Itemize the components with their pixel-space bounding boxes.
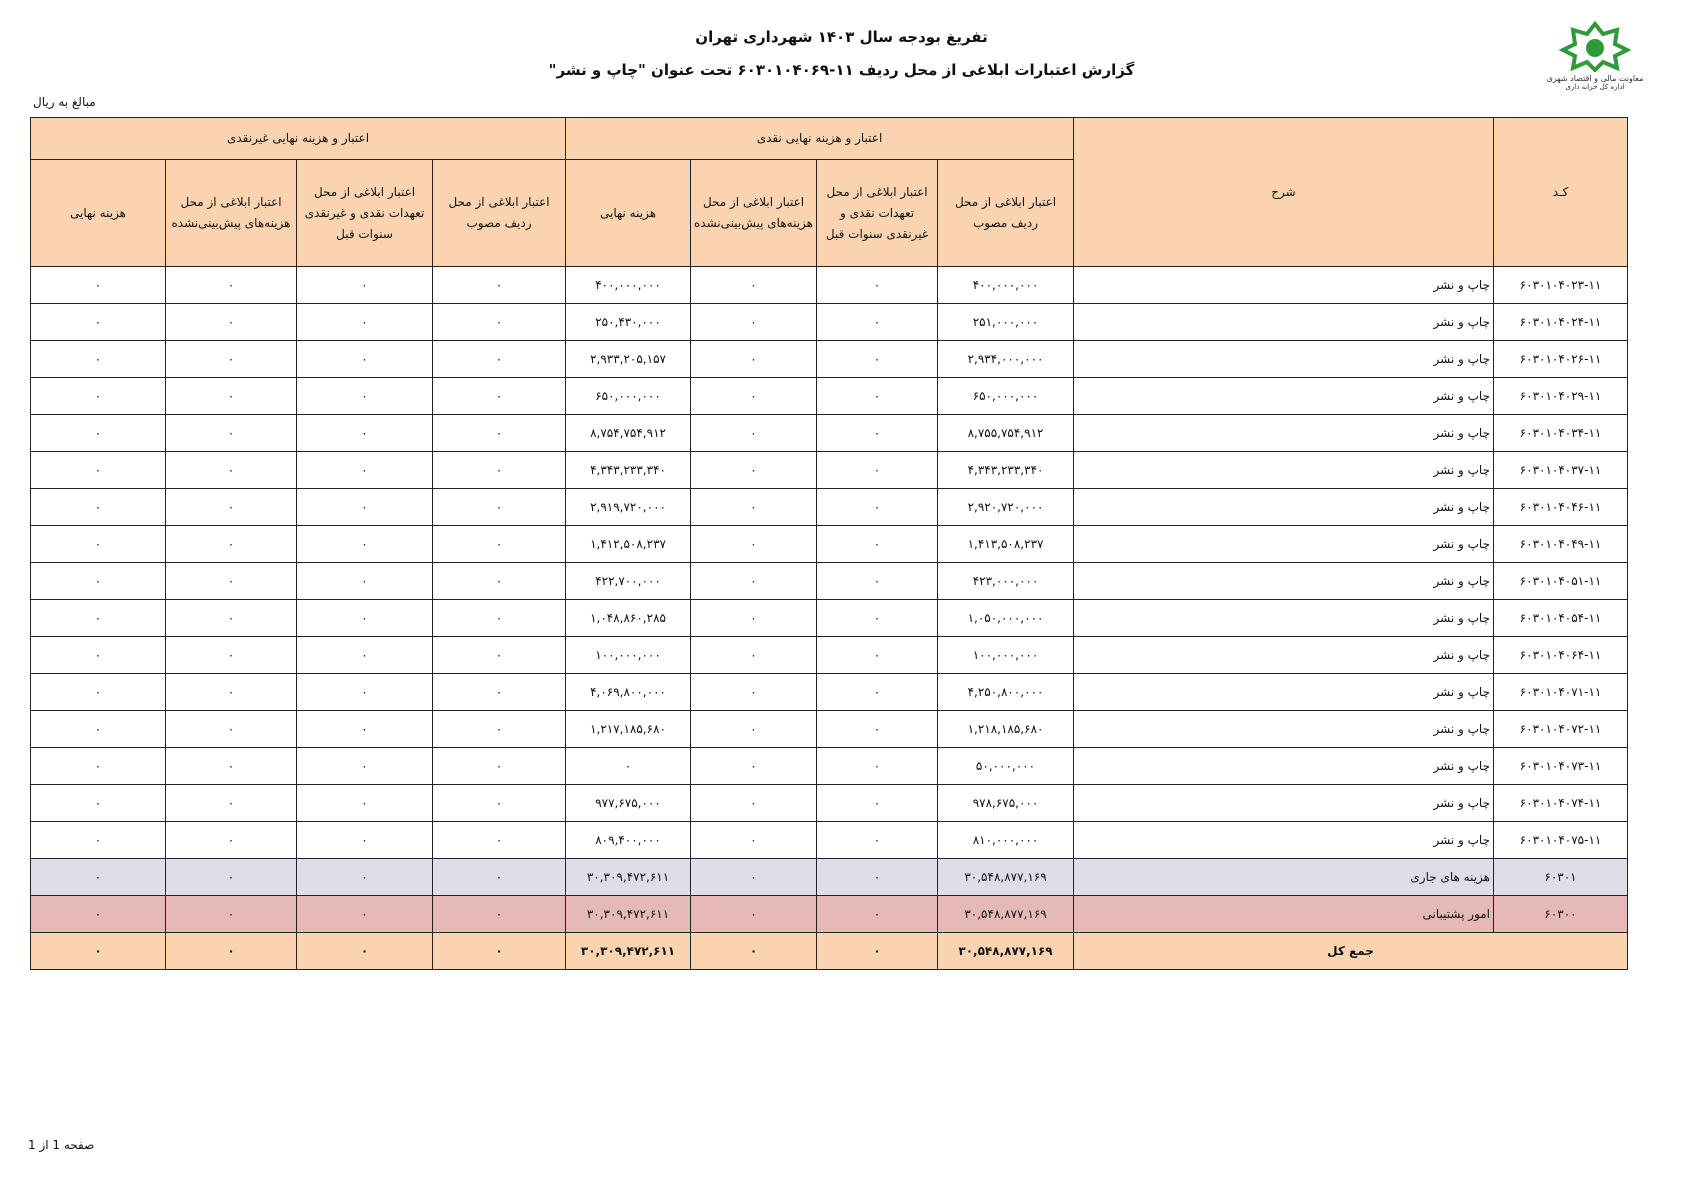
row-value: ۰ [691, 267, 817, 304]
row-value: ۰ [817, 600, 938, 637]
row-value: ۴,۲۵۰,۸۰۰,۰۰۰ [938, 674, 1074, 711]
row-value: ۹۷۸,۶۷۵,۰۰۰ [938, 785, 1074, 822]
row-value: ۸۰۹,۴۰۰,۰۰۰ [566, 822, 691, 859]
row-value: ۰ [817, 526, 938, 563]
row-value: ۲,۹۱۹,۷۲۰,۰۰۰ [566, 489, 691, 526]
row-description: چاپ و نشر [1074, 341, 1494, 378]
table-row [31, 674, 1628, 711]
row-value: ۰ [297, 637, 433, 674]
row-value: ۸,۷۵۵,۷۵۴,۹۱۲ [938, 415, 1074, 452]
row-value: ۰ [433, 452, 566, 489]
col-header-code: کـد [1494, 118, 1628, 267]
row-value: ۰ [433, 896, 566, 933]
subtotal-row [31, 859, 1628, 896]
row-description: چاپ و نشر [1074, 822, 1494, 859]
table-row [31, 341, 1628, 378]
row-value: ۳۰,۳۰۹,۴۷۲,۶۱۱ [566, 933, 691, 970]
row-description: چاپ و نشر [1074, 415, 1494, 452]
row-value: ۴۰۰,۰۰۰,۰۰۰ [566, 267, 691, 304]
row-value: ۱,۰۴۸,۸۶۰,۲۸۵ [566, 600, 691, 637]
row-value: ۰ [166, 452, 297, 489]
row-value: ۰ [31, 563, 166, 600]
row-value: ۱۰۰,۰۰۰,۰۰۰ [938, 637, 1074, 674]
table-row [31, 378, 1628, 415]
row-description: چاپ و نشر [1074, 748, 1494, 785]
row-value: ۸,۷۵۴,۷۵۴,۹۱۲ [566, 415, 691, 452]
row-value: ۱,۴۱۲,۵۰۸,۲۳۷ [566, 526, 691, 563]
row-value: ۸۱۰,۰۰۰,۰۰۰ [938, 822, 1074, 859]
row-value: ۰ [166, 674, 297, 711]
row-code: ۶۰۳۰۱ [1494, 859, 1628, 896]
col-header-description: شرح [1074, 118, 1494, 267]
row-code: ۶۰۳۰۱۰۴۰۲۴-۱۱ [1494, 304, 1628, 341]
row-code: ۶۰۳۰۱۰۴۰۳۴-۱۱ [1494, 415, 1628, 452]
row-value: ۰ [166, 933, 297, 970]
subtotal-row [31, 896, 1628, 933]
row-value: ۱۰۰,۰۰۰,۰۰۰ [566, 637, 691, 674]
total-row [31, 933, 1628, 970]
row-value: ۰ [691, 674, 817, 711]
row-description: چاپ و نشر [1074, 489, 1494, 526]
row-value: ۰ [31, 341, 166, 378]
col-header-cash-unforeseen: اعتبار ابلاغی از محل هزینه‌های پیش‌بینی‌نشده [691, 160, 817, 267]
row-description: چاپ و نشر [1074, 637, 1494, 674]
row-value: ۰ [166, 267, 297, 304]
row-code: ۶۰۳۰۱۰۴۰۷۱-۱۱ [1494, 674, 1628, 711]
col-group-noncash: اعتبار و هزینه نهایی غیرنقدی [31, 118, 566, 160]
row-value: ۰ [166, 526, 297, 563]
row-value: ۰ [691, 526, 817, 563]
row-value: ۰ [817, 822, 938, 859]
budget-table [30, 117, 1628, 970]
row-value: ۰ [166, 304, 297, 341]
row-value: ۰ [166, 600, 297, 637]
table-row [31, 267, 1628, 304]
row-code: ۶۰۳۰۱۰۴۰۷۵-۱۱ [1494, 822, 1628, 859]
row-value: ۰ [297, 896, 433, 933]
row-value: ۰ [297, 822, 433, 859]
row-value: ۰ [691, 933, 817, 970]
row-value: ۳۰,۵۴۸,۸۷۷,۱۶۹ [938, 896, 1074, 933]
row-value: ۰ [297, 600, 433, 637]
row-value: ۰ [297, 341, 433, 378]
row-value: ۰ [166, 563, 297, 600]
row-value: ۰ [297, 674, 433, 711]
row-value: ۰ [297, 489, 433, 526]
row-value: ۰ [297, 748, 433, 785]
row-value: ۱,۲۱۸,۱۸۵,۶۸۰ [938, 711, 1074, 748]
row-value: ۰ [297, 933, 433, 970]
row-description: چاپ و نشر [1074, 674, 1494, 711]
row-value: ۰ [297, 563, 433, 600]
row-value: ۶۵۰,۰۰۰,۰۰۰ [566, 378, 691, 415]
row-value: ۰ [817, 637, 938, 674]
row-value: ۲۵۰,۴۳۰,۰۰۰ [566, 304, 691, 341]
row-code: ۶۰۳۰۱۰۴۰۳۷-۱۱ [1494, 452, 1628, 489]
logo-emblem-icon [1555, 20, 1635, 72]
row-value: ۰ [817, 748, 938, 785]
col-header-cash-prior-commitments: اعتبار ابلاغی از محل تعهدات نقدی و غیرنقدی سنوات قبل [817, 160, 938, 267]
row-value: ۰ [433, 711, 566, 748]
row-description: چاپ و نشر [1074, 785, 1494, 822]
row-value: ۳۰,۵۴۸,۸۷۷,۱۶۹ [938, 933, 1074, 970]
row-value: ۰ [817, 785, 938, 822]
row-value: ۰ [31, 600, 166, 637]
row-value: ۰ [817, 933, 938, 970]
row-description: چاپ و نشر [1074, 378, 1494, 415]
row-code: ۶۰۳۰۰ [1494, 896, 1628, 933]
col-group-cash: اعتبار و هزینه نهایی نقدی [566, 118, 1074, 160]
page-number: صفحه 1 از 1 [28, 1138, 95, 1152]
row-description: امور پشتیبانی [1074, 896, 1494, 933]
row-value: ۰ [31, 452, 166, 489]
table-row [31, 415, 1628, 452]
row-description: چاپ و نشر [1074, 304, 1494, 341]
row-value: ۶۵۰,۰۰۰,۰۰۰ [938, 378, 1074, 415]
tehran-municipality-logo [1535, 20, 1655, 91]
report-title: تفریغ بودجه سال ۱۴۰۳ شهرداری تهران [695, 28, 988, 46]
row-code: ۶۰۳۰۱۰۴۰۷۳-۱۱ [1494, 748, 1628, 785]
row-value: ۰ [433, 304, 566, 341]
row-value: ۰ [817, 711, 938, 748]
row-value: ۰ [297, 267, 433, 304]
row-value: ۰ [691, 748, 817, 785]
row-value: ۴۰۰,۰۰۰,۰۰۰ [938, 267, 1074, 304]
table-row [31, 304, 1628, 341]
logo-line-1: معاونت مالی و اقتصاد شهری [1546, 74, 1644, 83]
row-code: ۶۰۳۰۱۰۴۰۶۴-۱۱ [1494, 637, 1628, 674]
row-code: ۶۰۳۰۱۰۴۰۴۶-۱۱ [1494, 489, 1628, 526]
row-value: ۲,۹۳۴,۰۰۰,۰۰۰ [938, 341, 1074, 378]
row-value: ۲,۹۲۰,۷۲۰,۰۰۰ [938, 489, 1074, 526]
table-row [31, 452, 1628, 489]
row-value: ۰ [166, 341, 297, 378]
row-value: ۰ [433, 341, 566, 378]
row-value: ۰ [691, 822, 817, 859]
row-value: ۰ [817, 452, 938, 489]
row-value: ۰ [166, 785, 297, 822]
row-value: ۰ [691, 341, 817, 378]
row-value: ۰ [166, 378, 297, 415]
table-row [31, 563, 1628, 600]
row-value: ۰ [166, 711, 297, 748]
row-value: ۰ [817, 896, 938, 933]
row-value: ۱,۴۱۳,۵۰۸,۲۳۷ [938, 526, 1074, 563]
row-value: ۰ [166, 748, 297, 785]
table-row [31, 637, 1628, 674]
row-value: ۰ [433, 489, 566, 526]
row-description: هزینه های جاری [1074, 859, 1494, 896]
row-value: ۰ [166, 822, 297, 859]
row-value: ۰ [166, 415, 297, 452]
row-value: ۰ [297, 452, 433, 489]
row-value: ۰ [297, 378, 433, 415]
row-value: ۰ [433, 859, 566, 896]
row-value: ۰ [297, 304, 433, 341]
row-value: ۰ [433, 526, 566, 563]
table-row [31, 711, 1628, 748]
row-value: ۰ [691, 378, 817, 415]
row-value: ۰ [691, 785, 817, 822]
row-value: ۰ [166, 489, 297, 526]
col-header-cash-final-cost: هزینه نهایی [566, 160, 691, 267]
col-header-cash-approved: اعتبار ابلاغی از محل ردیف مصوب [938, 160, 1074, 267]
row-value: ۰ [433, 748, 566, 785]
row-value: ۰ [691, 896, 817, 933]
table-row [31, 526, 1628, 563]
row-value: ۰ [31, 526, 166, 563]
row-value: ۰ [31, 896, 166, 933]
row-value: ۰ [691, 637, 817, 674]
row-code: ۶۰۳۰۱۰۴۰۲۳-۱۱ [1494, 267, 1628, 304]
row-value: ۰ [433, 933, 566, 970]
row-value: ۰ [691, 489, 817, 526]
row-value: ۰ [433, 415, 566, 452]
row-value: ۰ [31, 785, 166, 822]
row-value: ۰ [691, 452, 817, 489]
row-code: ۶۰۳۰۱۰۴۰۷۲-۱۱ [1494, 711, 1628, 748]
row-value: ۰ [433, 637, 566, 674]
row-value: ۰ [297, 785, 433, 822]
row-value: ۱,۰۵۰,۰۰۰,۰۰۰ [938, 600, 1074, 637]
col-header-noncash-approved: اعتبار ابلاغی از محل ردیف مصوب [433, 160, 566, 267]
row-value: ۰ [433, 378, 566, 415]
row-value: ۰ [817, 674, 938, 711]
row-value: ۱,۲۱۷,۱۸۵,۶۸۰ [566, 711, 691, 748]
report-subtitle: گزارش اعتبارات ابلاغی از محل ردیف ۱۱-۶۰۳۰۱۰۴۰۶۹ تحت عنوان "چاپ و نشر" [548, 61, 1135, 79]
col-header-noncash-unforeseen: اعتبار ابلاغی از محل هزینه‌های پیش‌بینی‌نشده [166, 160, 297, 267]
row-code: ۶۰۳۰۱۰۴۰۴۹-۱۱ [1494, 526, 1628, 563]
row-value: ۰ [31, 933, 166, 970]
row-value: ۰ [817, 489, 938, 526]
row-value: ۰ [31, 711, 166, 748]
row-value: ۰ [817, 304, 938, 341]
table-row [31, 489, 1628, 526]
row-description: چاپ و نشر [1074, 526, 1494, 563]
row-value: ۰ [166, 896, 297, 933]
row-description: چاپ و نشر [1074, 267, 1494, 304]
row-value: ۰ [31, 637, 166, 674]
row-value: ۰ [31, 304, 166, 341]
row-value: ۰ [166, 637, 297, 674]
row-value: ۰ [433, 674, 566, 711]
row-value: ۰ [691, 304, 817, 341]
row-value: ۹۷۷,۶۷۵,۰۰۰ [566, 785, 691, 822]
col-header-noncash-final-cost: هزینه نهایی [31, 160, 166, 267]
row-value: ۴,۳۴۳,۲۳۳,۳۴۰ [938, 452, 1074, 489]
row-value: ۰ [817, 378, 938, 415]
currency-note: مبالغ به ریال [33, 95, 96, 109]
row-value: ۴۲۳,۰۰۰,۰۰۰ [938, 563, 1074, 600]
row-value: ۳۰,۳۰۹,۴۷۲,۶۱۱ [566, 859, 691, 896]
row-value: ۰ [297, 415, 433, 452]
row-value: ۰ [691, 859, 817, 896]
row-value: ۰ [297, 526, 433, 563]
row-value: ۰ [433, 822, 566, 859]
row-value: ۳۰,۵۴۸,۸۷۷,۱۶۹ [938, 859, 1074, 896]
row-value: ۰ [433, 600, 566, 637]
row-value: ۰ [691, 711, 817, 748]
row-value: ۴۲۲,۷۰۰,۰۰۰ [566, 563, 691, 600]
row-value: ۲۵۱,۰۰۰,۰۰۰ [938, 304, 1074, 341]
row-value: ۰ [31, 415, 166, 452]
row-value: ۰ [31, 267, 166, 304]
col-header-noncash-prior-commitments: اعتبار ابلاغی از محل تعهدات نقدی و غیرنقدی سنوات قبل [297, 160, 433, 267]
row-code: ۶۰۳۰۱۰۴۰۲۶-۱۱ [1494, 341, 1628, 378]
row-value: ۰ [433, 267, 566, 304]
row-value: ۰ [817, 415, 938, 452]
total-label: جمع کل [1074, 933, 1628, 970]
table-row [31, 748, 1628, 785]
row-description: چاپ و نشر [1074, 452, 1494, 489]
row-value: ۰ [31, 822, 166, 859]
row-value: ۴,۰۶۹,۸۰۰,۰۰۰ [566, 674, 691, 711]
row-value: ۰ [817, 859, 938, 896]
row-value: ۵۰,۰۰۰,۰۰۰ [938, 748, 1074, 785]
row-value: ۴,۳۴۳,۲۳۳,۳۴۰ [566, 452, 691, 489]
row-description: چاپ و نشر [1074, 711, 1494, 748]
table-row [31, 822, 1628, 859]
row-value: ۲,۹۳۳,۲۰۵,۱۵۷ [566, 341, 691, 378]
row-value: ۰ [566, 748, 691, 785]
row-value: ۰ [31, 748, 166, 785]
row-description: چاپ و نشر [1074, 563, 1494, 600]
row-value: ۰ [817, 267, 938, 304]
table-row [31, 785, 1628, 822]
row-code: ۶۰۳۰۱۰۴۰۷۴-۱۱ [1494, 785, 1628, 822]
row-value: ۰ [433, 563, 566, 600]
row-value: ۳۰,۳۰۹,۴۷۲,۶۱۱ [566, 896, 691, 933]
row-value: ۰ [166, 859, 297, 896]
row-value: ۰ [31, 378, 166, 415]
row-value: ۰ [433, 785, 566, 822]
row-value: ۰ [31, 674, 166, 711]
row-value: ۰ [31, 859, 166, 896]
row-value: ۰ [31, 489, 166, 526]
row-value: ۰ [691, 600, 817, 637]
row-code: ۶۰۳۰۱۰۴۰۲۹-۱۱ [1494, 378, 1628, 415]
row-value: ۰ [297, 711, 433, 748]
row-value: ۰ [817, 563, 938, 600]
row-value: ۰ [297, 859, 433, 896]
row-value: ۰ [691, 415, 817, 452]
row-code: ۶۰۳۰۱۰۴۰۵۴-۱۱ [1494, 600, 1628, 637]
row-description: چاپ و نشر [1074, 600, 1494, 637]
table-row [31, 600, 1628, 637]
row-value: ۰ [817, 341, 938, 378]
logo-line-2: اداره کل خزانه داری [1565, 83, 1625, 91]
row-code: ۶۰۳۰۱۰۴۰۵۱-۱۱ [1494, 563, 1628, 600]
row-value: ۰ [691, 563, 817, 600]
